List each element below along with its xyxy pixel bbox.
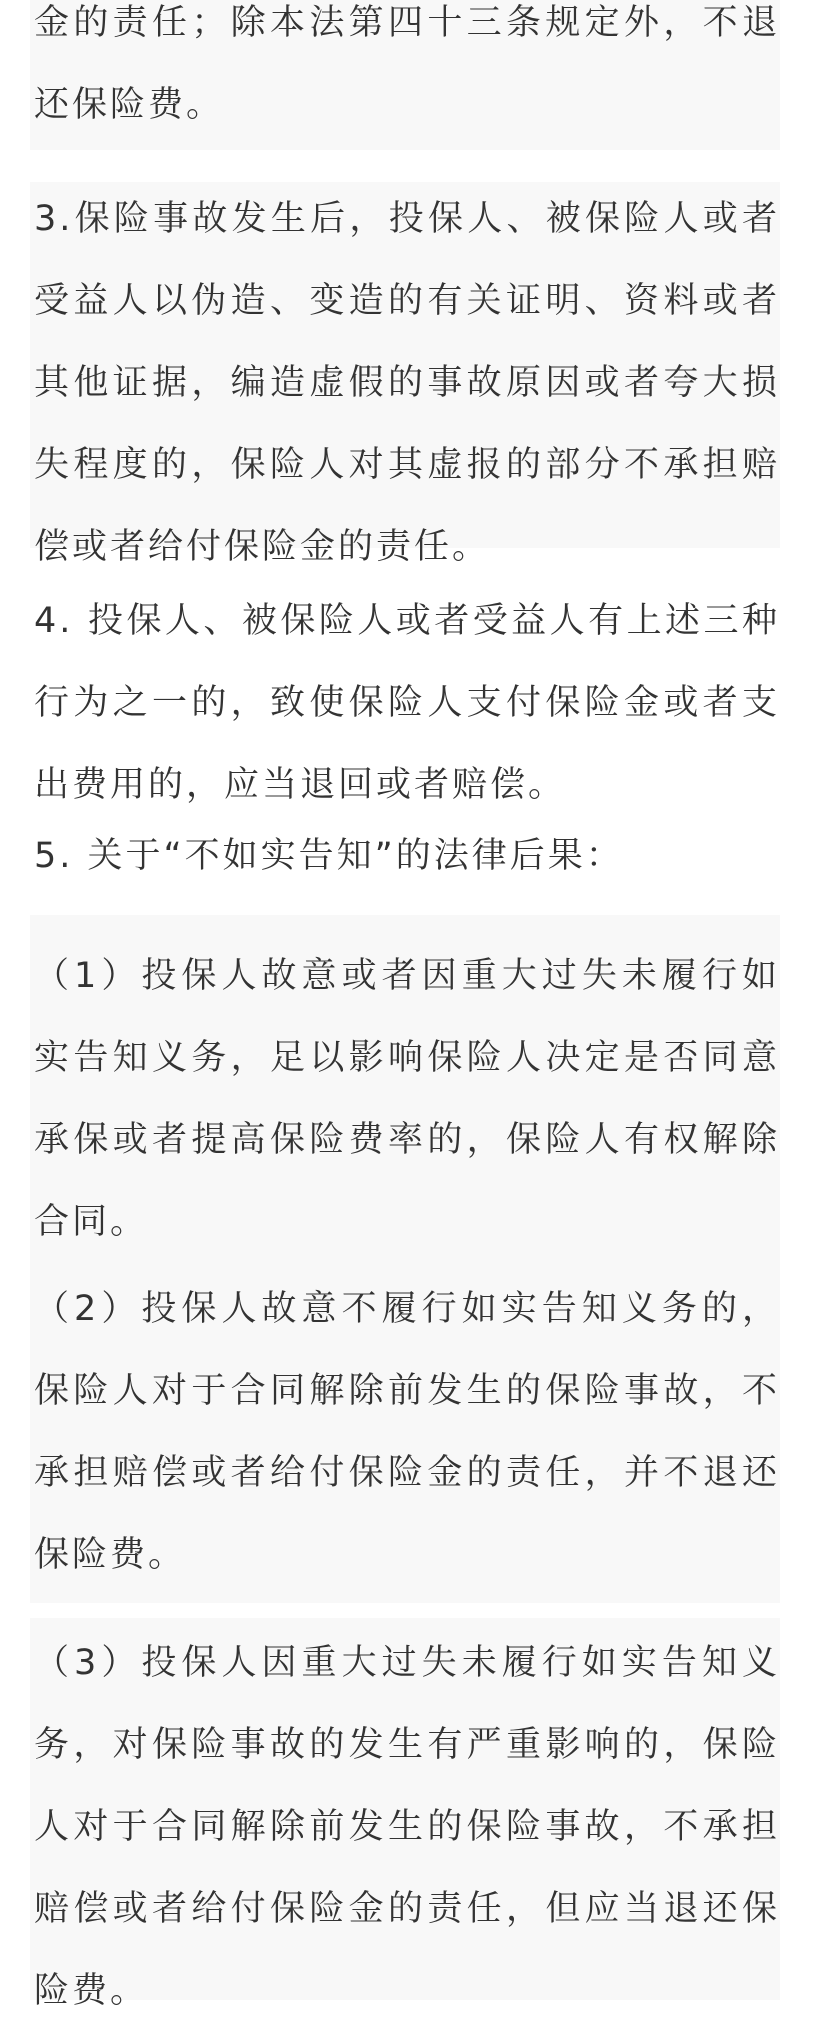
paragraph-item-5: 5. 关于“不如实告知”的法律后果： xyxy=(34,836,624,876)
paragraph-item-4: 4. 投保人、被保险人或者受益人有上述三种行为之一的，致使保险人支付保险金或者支出费用的，应当退回或者赔偿。 xyxy=(34,601,780,805)
paragraph-item-3: 3.保险事故发生后，投保人、被保险人或者受益人以伪造、变造的有关证明、资料或者其他证据，编造虚假的事故原因或者夸大损失程度的，保险人对其虚报的部分不承担赔偿或者给付保险金的责任。 xyxy=(34,199,780,567)
paragraph-subitem-2: （2）投保人故意不履行如实告知义务的，保险人对于合同解除前发生的保险事故，不承担赔偿或者给付保险金的责任，并不退还保险费。 xyxy=(34,1289,780,1575)
paragraph-subitem-3: （3）投保人因重大过失未履行如实告知义务，对保险事故的发生有严重影响的，保险人对于合同解除前发生的保险事故，不承担赔偿或者给付保险金的责任，但应当退还保险费。 xyxy=(34,1643,780,2011)
paragraph-subitem-1: （1）投保人故意或者因重大过失未履行如实告知义务，足以影响保险人决定是否同意承保或者提高保险费率的，保险人有权解除合同。 xyxy=(34,956,780,1242)
paragraph-continuation: 金的责任；除本法第四十三条规定外，不退还保险费。 xyxy=(34,3,780,125)
